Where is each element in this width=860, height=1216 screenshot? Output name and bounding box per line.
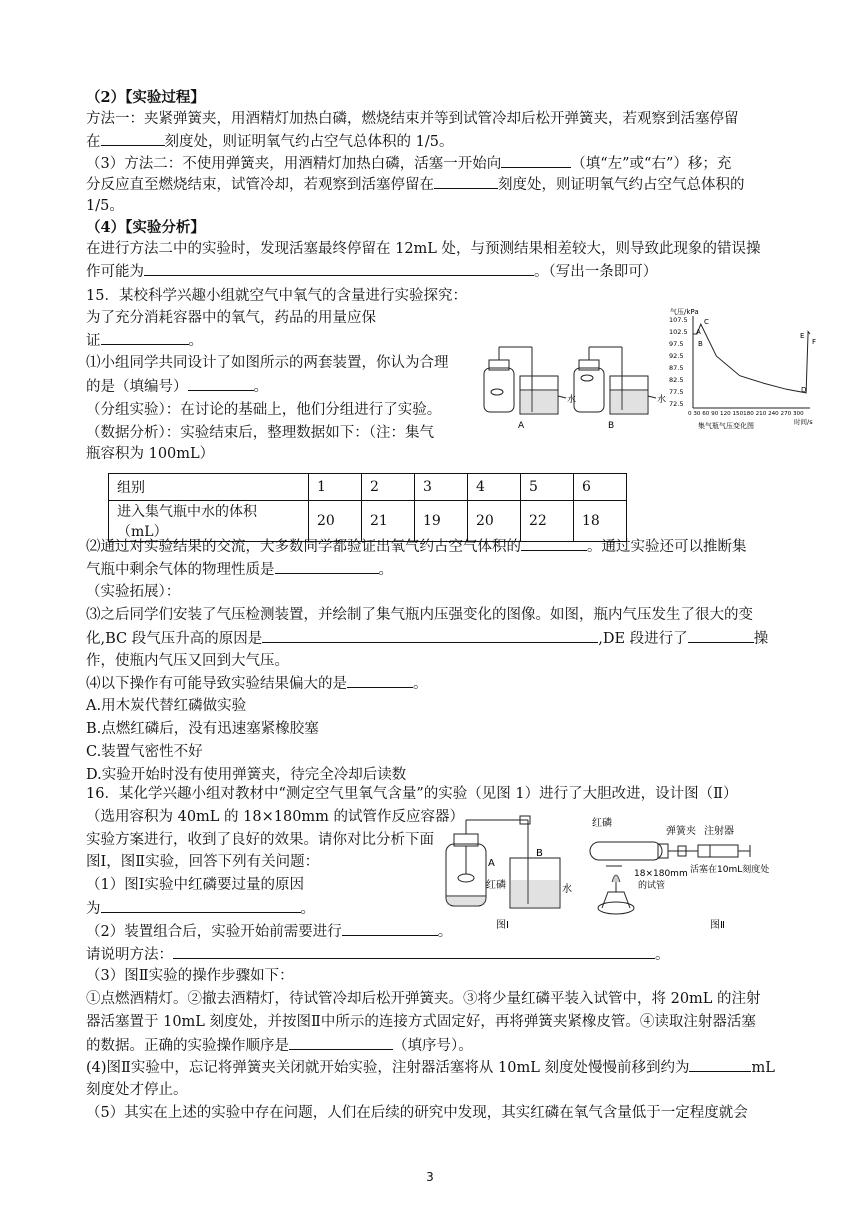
point-label-c: C <box>704 318 709 326</box>
text-line: 化,BC 段气压升高的原因是 ,DE 段进行了 操 <box>86 628 768 649</box>
y-tick-label: 107.5 <box>669 316 688 324</box>
text-line: （5）其实在上述的实验中存在问题，人们在后续的研究中发现，其实红磷在氧气含量低于一定程度就会 <box>86 1105 748 1121</box>
label-b: B <box>536 848 543 859</box>
tube-label: 的试管 <box>638 881 666 891</box>
answer-blank[interactable] <box>689 1057 751 1072</box>
text-line: （3）图Ⅱ实验的操作步骤如下： <box>86 968 294 984</box>
answer-blank[interactable] <box>434 174 498 189</box>
question-15: 15．某校科学兴趣小组就空气中氧气的含量进行实验探究： <box>86 288 467 304</box>
flame <box>612 875 620 882</box>
text-line: ⑶之后同学们安装了气压检测装置，并绘制了集气瓶内压强变化的图像。如图，瓶内气压发生了很大的变 <box>86 607 753 623</box>
answer-blank[interactable] <box>101 131 165 146</box>
table-header-row <box>109 474 627 501</box>
text-line: 1/5。 <box>86 198 124 214</box>
text-line: ⑵通过对实验结果的交流，大多数同学都验证出氧气约占空气体积的 。通过实验还可以推断集 <box>86 536 747 557</box>
table-cell: 20 <box>468 501 521 542</box>
text-line: 在 刻度处，则证明氧气约占空气总体积的 1/5。 <box>86 131 453 152</box>
point-label-a: A <box>696 328 701 336</box>
text-line: 的数据。正确的实验操作顺序是 （填序号）。 <box>86 1035 473 1056</box>
table-cell: 3 <box>415 474 468 501</box>
text-line: 方法一：夹紧弹簧夹，用酒精灯加热白磷，燃烧结束并等到试管冷却后松开弹簧夹，若观察到活塞停留 <box>86 111 739 127</box>
figure-2 <box>586 812 800 932</box>
text-line: 请说明方法： 。 <box>86 944 670 965</box>
option-c: C.装置气密性不好 <box>86 744 203 760</box>
syringe-label: 注射器 <box>704 826 734 837</box>
text-line: 气瓶中剩余气体的物理性质是 。 <box>86 559 393 580</box>
option-b: B.点燃红磷后，没有迅速塞紧橡胶塞 <box>86 721 319 737</box>
clamp-label: 弹簧夹 <box>666 826 696 837</box>
y-tick-label: 72.5 <box>669 400 684 408</box>
answer-blank[interactable] <box>342 921 438 936</box>
point-label-e: E <box>800 332 805 340</box>
text-line: 为了充分消耗容器中的氧气，药品的用量应保 <box>86 310 376 326</box>
table-cell: 进入集气瓶中水的体积（mL） <box>109 501 309 542</box>
table-cell: 1 <box>309 474 362 501</box>
text-line: 作，使瓶内气压又回到大气压。 <box>86 653 289 669</box>
answer-blank[interactable] <box>173 944 655 959</box>
text-line: （选用容积为 40mL 的 18×180mm 的试管作反应容器） <box>86 809 465 825</box>
table-cell: 5 <box>521 474 574 501</box>
text-line: 瓶容积为 100mL） <box>86 446 215 462</box>
answer-blank[interactable] <box>262 628 598 643</box>
chart-title: 集气瓶气压变化图 <box>698 422 754 430</box>
table-cell: 21 <box>362 501 415 542</box>
text-line: 作可能为 。（写出一条即可） <box>86 261 657 282</box>
table-cell: 22 <box>521 501 574 542</box>
tube-stopper <box>658 844 668 858</box>
text-line: 图Ⅰ，图Ⅱ实验，回答下列有关问题： <box>86 854 320 870</box>
test-tube <box>590 842 662 860</box>
point-label-f: F <box>812 338 817 346</box>
text-line: 的是（填编号） 。 <box>86 376 268 397</box>
y-tick-label: 102.5 <box>669 328 688 336</box>
option-d: D.实验开始时没有使用弹簧夹，待完全冷却后读数 <box>86 767 407 783</box>
phosphorus-label: 红磷 <box>592 818 612 829</box>
answer-blank[interactable] <box>347 673 413 688</box>
answer-blank[interactable] <box>501 153 571 168</box>
point-label-b: B <box>698 340 703 348</box>
text-line: ⑷以下操作有可能导致实验结果偏大的是 。 <box>86 673 428 694</box>
question-16: 16．某化学兴趣小组对教材中“测定空气里氧气含量”的实验（见图 1）进行了大胆改进，设计图（Ⅱ） <box>86 786 738 802</box>
text-line: （分组实验）：在讨论的基础上，他们分组进行了实验。 <box>86 402 442 418</box>
section-heading: （4）【实验分析】 <box>86 219 205 236</box>
label-a: A <box>488 858 495 869</box>
page-number: 3 <box>426 1170 434 1184</box>
table-cell: 20 <box>309 501 362 542</box>
table-cell: 组别 <box>109 474 309 501</box>
text-line: （3）方法二：不使用弹簧夹，用酒精灯加热白磷，活塞一开始向 （填“左”或“右”）移；充 <box>86 153 731 174</box>
water-label-a: 水 <box>567 395 577 405</box>
pressure-chart <box>668 304 828 434</box>
phosphorus-label: 红磷 <box>486 880 506 891</box>
text-line: 为 。 <box>86 898 315 919</box>
apparatus-ab-figure <box>470 322 670 434</box>
text-line: 实验方案进行，收到了良好的效果。请你对比分析下面 <box>86 832 434 848</box>
text-line: (4)图Ⅱ实验中，忘记将弹簧夹关闭就开始实验，注射器活塞将从 10mL 刻度处慢慢前移到约为 mL <box>86 1057 775 1078</box>
text-line: 证 。 <box>86 330 203 351</box>
text-line: ①点燃酒精灯。②撤去酒精灯，待试管冷却后松开弹簧夹。③将少量红磷平装入试管中，将 20mL 的注射 <box>86 991 761 1007</box>
text-line: ⑴小组同学共同设计了如图所示的两套装置，你认为合理 <box>86 355 449 371</box>
table-cell: 2 <box>362 474 415 501</box>
option-a: A.用木炭代替红磷做实验 <box>86 698 247 714</box>
water-label-b: 水 <box>657 395 667 405</box>
table-cell: 4 <box>468 474 521 501</box>
bottle-a <box>484 368 514 412</box>
text-line: 分反应直至燃烧结束，试管冷却，若观察到活塞停留在 刻度处，则证明氧气约占空气总体积的 <box>86 174 745 195</box>
pressure-line <box>693 324 810 393</box>
text-line: （1）图Ⅰ实验中红磷要过量的原因 <box>86 877 304 893</box>
answer-blank[interactable] <box>275 559 379 574</box>
label-a: A <box>518 421 525 431</box>
answer-blank[interactable] <box>144 261 534 276</box>
answer-blank[interactable] <box>521 536 587 551</box>
figure-1-caption: 图Ⅰ <box>496 920 509 931</box>
y-tick-label: 92.5 <box>669 352 684 360</box>
section-heading: （2）【实验过程】 <box>86 89 205 106</box>
figure-2-caption: 图Ⅱ <box>710 920 725 931</box>
piston-label: 活塞在10mL刻度处 <box>690 865 770 875</box>
text-line: 器活塞置于 10mL 刻度处，并按图Ⅱ中所示的连接方式固定好，再将弹簧夹紧橡皮管。④读取注射器活塞 <box>86 1014 756 1030</box>
text-line: （数据分析）：实验结束后，整理数据如下：（注：集气 <box>86 425 434 441</box>
tube-size-label: 18×180mm <box>634 869 688 879</box>
x-tick-labels: 0 30 60 90 120 150180 210 240 270 300 <box>688 411 804 417</box>
text-line: （实验拓展）： <box>86 584 181 600</box>
point-label-d: D <box>801 386 807 394</box>
water-label: 水 <box>562 884 572 895</box>
chart-ylabel: 气压/kPa <box>670 308 699 316</box>
y-tick-label: 82.5 <box>669 376 684 384</box>
answer-blank[interactable] <box>688 628 754 643</box>
x-unit-label: 时间/s <box>794 418 813 426</box>
text-line: 刻度处才停止。 <box>86 1082 188 1098</box>
syringe <box>698 845 738 857</box>
y-tick-label: 87.5 <box>669 364 684 372</box>
bottle-b <box>574 368 604 412</box>
text-line: （2）装置组合后，实验开始前需要进行 。 <box>86 921 452 942</box>
y-tick-labels <box>669 316 688 408</box>
answer-blank[interactable] <box>188 376 254 391</box>
figure-1 <box>436 800 586 932</box>
table-cell: 19 <box>415 501 468 542</box>
text-line: 在进行方法二中的实验时，发现活塞最终停留在 12mL 处，与预测结果相差较大，则导致此现象的错误操 <box>86 241 761 257</box>
answer-blank[interactable] <box>101 898 301 913</box>
y-tick-label: 77.5 <box>669 388 684 396</box>
answer-blank[interactable] <box>101 330 189 345</box>
table-cell: 6 <box>574 474 627 501</box>
label-b: B <box>608 421 615 431</box>
table-cell: 18 <box>574 501 627 542</box>
data-table <box>108 473 627 542</box>
y-tick-label: 97.5 <box>669 340 684 348</box>
answer-blank[interactable] <box>289 1035 393 1050</box>
